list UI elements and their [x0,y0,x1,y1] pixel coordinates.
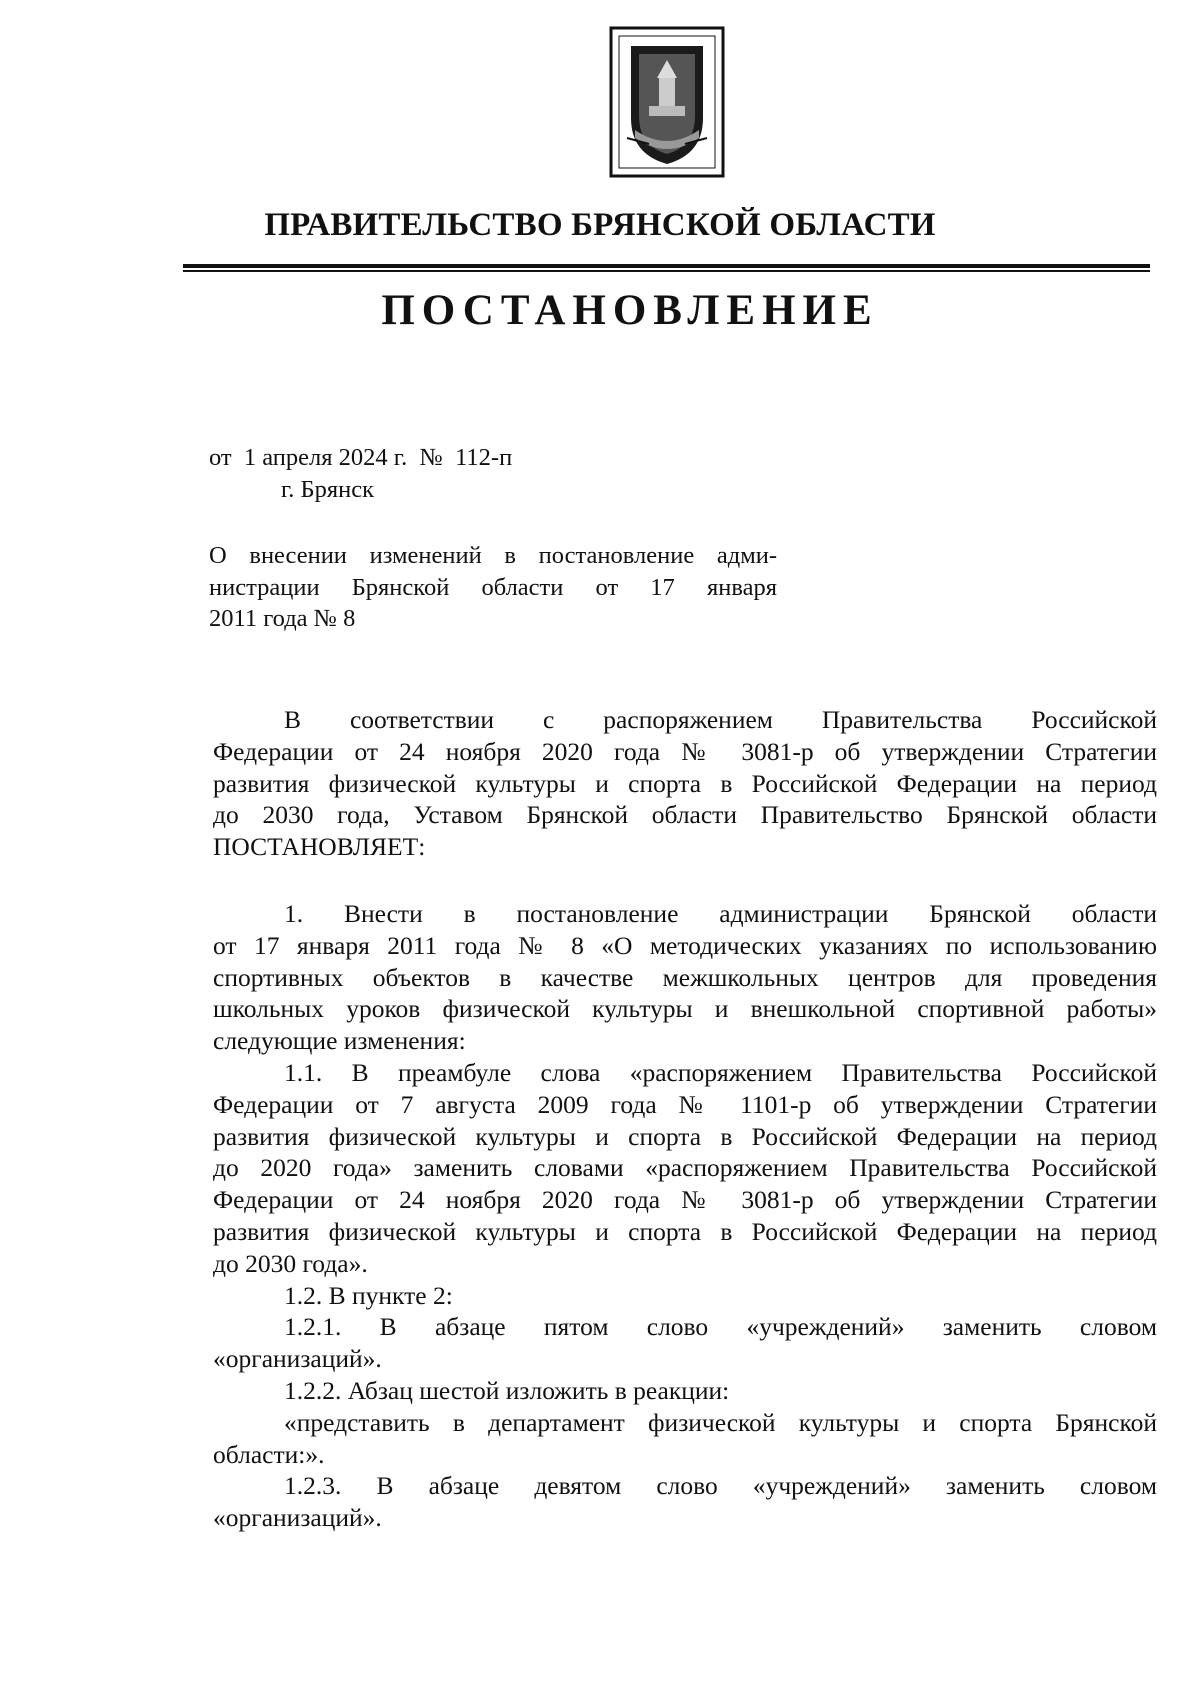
item-line: от 17 января 2011 года № 8 «О методических указаниях по использованию [213,930,1157,960]
item-1-1-line: развития физической культуры и спорта в Российской Федерации на период [213,1121,1157,1151]
item-1-1-line: Федерации от 7 августа 2009 года № 1101-р об утверждении Стратегии [213,1089,1157,1119]
preamble-paragraph [213,704,1157,863]
item-1-2-line: 1.2. В пункте 2: [284,1280,453,1310]
item-1-1-line: Федерации от 24 ноября 2020 года № 3081-р об утверждении Стратегии [213,1185,1157,1215]
item-line: школьных уроков физической культуры и внешкольной спортивной работы» [213,994,1157,1024]
item-1-1-line: до 2020 года» заменить словами «распоряжением Правительства Российской [213,1153,1157,1183]
item-line: 1. Внести в постановление администрации Брянской области [284,899,1157,928]
item-1-2-1-line: 1.2.1. В абзаце пятом слово «учреждений» заменить словом [284,1312,1157,1342]
preamble-line: Федерации от 24 ноября 2020 года № 3081-р об утверждении Стратегии [213,736,1157,766]
item-line: следующие изменения: [213,1026,466,1056]
item-1-1-line: до 2030 года». [213,1248,368,1278]
item-1-2-3-line: «организаций». [213,1503,382,1533]
document-subject [209,540,777,635]
item-1-2-2-quote-line: «представить в департамент физической культуры и спорта Брянской [284,1407,1157,1437]
document-type-title: ПОСТАНОВЛЕНИЕ [381,287,879,334]
item-1-1-line: развития физической культуры и спорта в Российской Федерации на период [213,1216,1157,1246]
item-1-2-2-line: 1.2.2. Абзац шестой изложить в реакции: [284,1375,730,1405]
preamble-resolves: ПОСТАНОВЛЯЕТ: [213,832,426,862]
item-1-1-line: 1.1. В преамбуле слова «распоряжением Правительства Российской [284,1057,1157,1087]
preamble-line: развития физической культуры и спорта в Российской Федерации на период [213,768,1157,798]
item-line: спортивных объектов в качестве межшкольных центров для проведения [213,962,1157,992]
header-rule-thin [183,270,1150,272]
preamble-line: В соответствии с распоряжением Правительства Российской [284,705,1157,734]
document-city: г. Брянск [281,476,375,503]
subject-line: нистрации Брянской области от 17 января [209,573,777,601]
item-1-2-1-line: «организаций». [213,1344,382,1374]
document-date-number: от 1 апреля 2024 г. № 112-п [209,444,513,471]
item-1-2-3-line: 1.2.3. В абзаце девятом слово «учреждений» заменить словом [284,1471,1157,1501]
item-1-2-2-quote-line: области:». [213,1439,325,1469]
preamble-line: до 2030 года, Уставом Брянской области Правительство Брянской области [213,800,1157,830]
header-rule-thick [183,264,1150,268]
item-1-paragraph [213,898,1157,1534]
bryansk-coat-of-arms-icon [609,26,725,178]
organization-name: ПРАВИТЕЛЬСТВО БРЯНСКОЙ ОБЛАСТИ [264,207,936,243]
subject-line: 2011 года № 8 [209,605,356,632]
subject-line: О внесении изменений в постановление адми- [209,542,777,569]
